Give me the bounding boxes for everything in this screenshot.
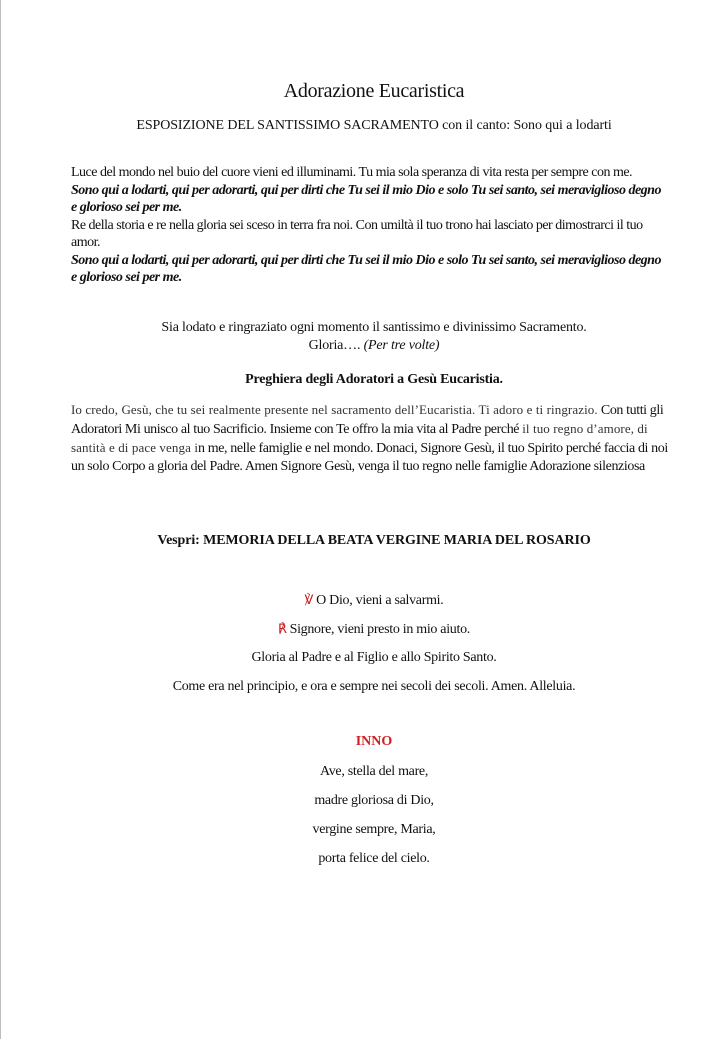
document-subtitle: ESPOSIZIONE DEL SANTISSIMO SACRAMENTO con il canto: Sono qui a lodarti — [136, 118, 612, 133]
versicle-mark: ℣ — [304, 592, 314, 607]
prayer-segment: il tuo regno d’amore, di santità e di pace venga i — [71, 421, 648, 455]
prayer-segment: Io credo, Gesù, che tu sei realmente presente nel sacramento dell’Eucaristia. Ti adoro e ti ringrazio. — [71, 402, 598, 417]
doxology-line: Come era nel principio, e ora e sempre nei secoli dei secoli. Amen. Alleluia. — [172, 679, 576, 694]
response-mark: ℟ — [277, 621, 287, 636]
prayer-title: Preghiera degli Adoratori a Gesù Eucaristia. — [245, 372, 503, 387]
response-text: Signore, vieni presto in mio aiuto. — [289, 622, 470, 637]
song-verse: Luce del mondo nel buio del cuore vieni ed illuminami. Tu mia sola speranza di vita resta per sempre con me. — [71, 165, 633, 180]
gloria-line — [0, 337, 720, 355]
hymn-title: INNO — [355, 734, 393, 749]
song-refrain: Sono qui a lodarti, qui per adorarti, qui per dirti che Tu sei il mio Dio e solo Tu sei santo, sei meraviglioso degno e glorioso sei per me. — [71, 252, 661, 285]
hymn-line: porta felice del cielo. — [318, 851, 430, 866]
prayer-segment: Con tutti gli Adoratori Mi unisco al tuo Sacrificio. Insieme con Te offro la mia vita al Padre perché — [71, 403, 664, 437]
hymn-line: Ave, stella del mare, — [319, 764, 429, 779]
prayer-text — [71, 401, 681, 476]
hymn-lines — [0, 762, 720, 878]
praise-block — [0, 319, 720, 355]
hymn-line: vergine sempre, Maria, — [312, 822, 436, 837]
document-title: Adorazione Eucaristica — [283, 80, 465, 102]
response-line — [0, 619, 720, 648]
prayer-segment: n me, nelle famiglie e nel mondo. Donaci, Signore Gesù, il tuo Spirito perché faccia di noi un solo Corpo a gloria del Padre. Amen Signore Gesù, venga il tuo regno nelle famiglie Adorazione silenziosa — [71, 441, 668, 474]
song-lyrics — [71, 164, 661, 287]
page-left-border — [0, 0, 1, 1039]
doxology-line: Gloria al Padre e al Figlio e allo Spirito Santo. — [251, 650, 497, 665]
vespri-title: Vespri: MEMORIA DELLA BEATA VERGINE MARIA DEL ROSARIO — [157, 533, 591, 548]
gloria-text: Gloria…. — [308, 338, 361, 353]
versicles-block — [0, 590, 720, 706]
versicle-text: O Dio, vieni a salvarmi. — [316, 593, 444, 608]
hymn-line: madre gloriosa di Dio, — [314, 793, 434, 808]
song-refrain: Sono qui a lodarti, qui per adorarti, qui per dirti che Tu sei il mio Dio e solo Tu sei santo, sei meraviglioso degno e glorioso sei per me. — [71, 182, 661, 215]
praise-line: Sia lodato e ringraziato ogni momento il santissimo e divinissimo Sacramento. — [161, 320, 587, 335]
song-verse: Re della storia e re nella gloria sei sceso in terra fra noi. Con umiltà il tuo trono hai lasciato per dimostrarci il tuo amor. — [71, 217, 643, 250]
gloria-note: (Per tre volte) — [363, 338, 440, 353]
versicle-line — [0, 590, 720, 619]
